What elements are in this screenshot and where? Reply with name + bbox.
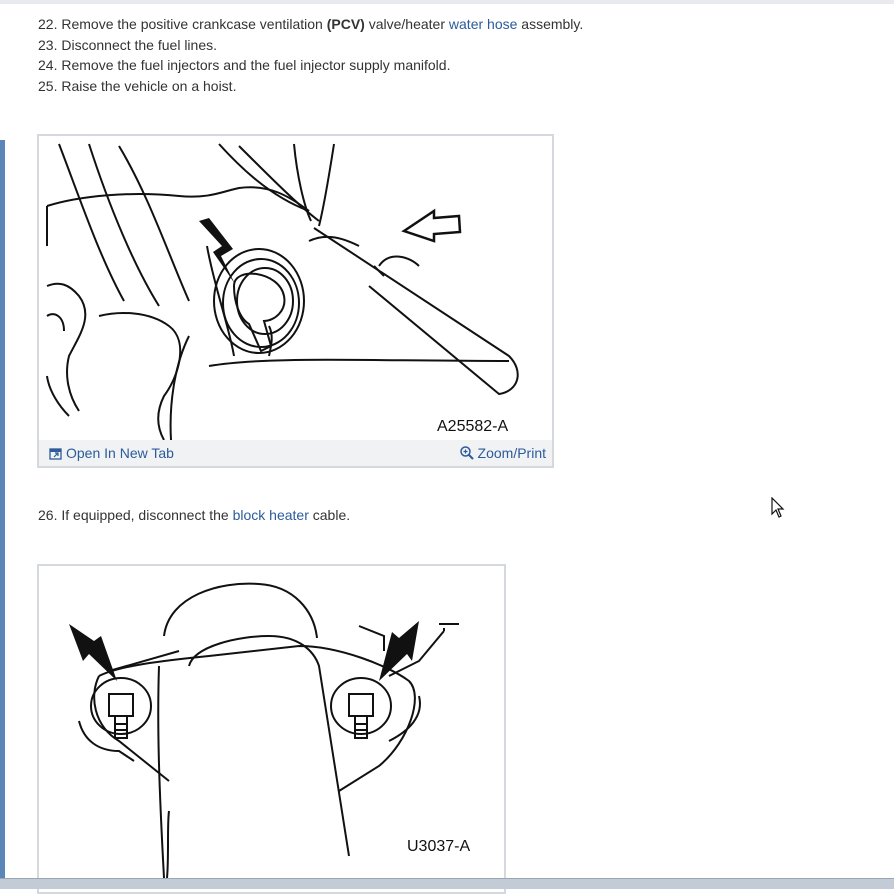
figure-block-heater bbox=[37, 564, 506, 894]
figure-toolbar bbox=[39, 440, 552, 466]
step-text: Disconnect the fuel lines. bbox=[61, 36, 217, 53]
figure-pcv-valve bbox=[37, 134, 554, 468]
figure-label: A25582-A bbox=[437, 418, 509, 435]
zoom-print-label: Zoom/Print bbox=[477, 445, 546, 461]
step-number: 22. bbox=[38, 16, 58, 32]
step-25 bbox=[38, 76, 878, 97]
block-heater-illustration bbox=[39, 566, 504, 878]
step-22 bbox=[38, 14, 878, 35]
step-text: Remove the fuel injectors and the fuel injector supply manifold. bbox=[61, 57, 451, 73]
zoom-print-button[interactable] bbox=[460, 445, 546, 461]
open-in-new-tab-label: Open In New Tab bbox=[66, 445, 174, 461]
procedure-content bbox=[38, 14, 878, 96]
step-24 bbox=[38, 55, 878, 76]
step-text: cable. bbox=[308, 507, 351, 523]
step-text: valve/heater bbox=[364, 16, 449, 32]
procedure-content-2 bbox=[38, 505, 878, 526]
zoom-magnifier-icon bbox=[460, 446, 474, 460]
step-23 bbox=[38, 35, 878, 56]
figure-label: U3037-A bbox=[407, 838, 471, 855]
step-text: If equipped, disconnect the bbox=[61, 507, 233, 523]
step-bold-text: (PCV) bbox=[326, 16, 365, 32]
block-heater-link[interactable]: block heater bbox=[232, 507, 309, 523]
step-text: Remove the positive crankcase ventilation bbox=[61, 16, 327, 32]
pcv-valve-illustration bbox=[39, 136, 552, 440]
step-26 bbox=[38, 505, 878, 526]
step-number: 26. bbox=[38, 507, 58, 523]
left-pointer-arrow-icon bbox=[69, 624, 117, 681]
step-number: 23. bbox=[38, 36, 58, 53]
pointer-arrow-icon bbox=[199, 218, 235, 284]
mouse-cursor-icon bbox=[771, 497, 785, 519]
step-number: 25. bbox=[38, 77, 58, 94]
window-left-edge bbox=[0, 140, 5, 885]
step-text: Raise the vehicle on a hoist. bbox=[61, 77, 237, 94]
window-top-edge bbox=[0, 0, 894, 4]
step-number: 24. bbox=[38, 57, 58, 73]
step-text: assembly. bbox=[517, 16, 584, 32]
open-new-tab-icon bbox=[49, 448, 62, 460]
window-bottom-edge bbox=[0, 878, 894, 889]
open-in-new-tab-button[interactable] bbox=[49, 445, 174, 461]
water-hose-link[interactable]: water hose bbox=[448, 16, 518, 32]
